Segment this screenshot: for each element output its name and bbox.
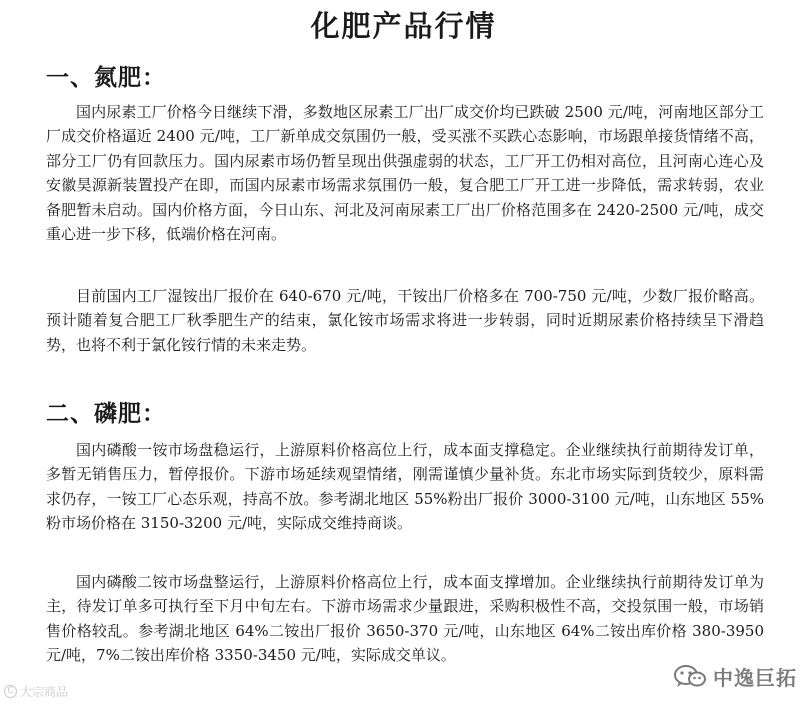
nitrogen-paragraph-urea: 国内尿素工厂价格今日继续下滑，多数地区尿素工厂出厂成交价均已跌破 2500 元/吨，河南地区部分工厂成交价格逼近 2400 元/吨，工厂新单成交氛围仍一般，受买涨不买跌心态影响，市场跟单接货情绪不高，部分工厂仍有回款压力。国内尿素市场仍暂呈现出供强虚弱的状态，工厂开工仍相对高位，且河南心连心及安徽昊源新装置投产在即，而国内尿素市场需求氛围仍一般，复合肥工厂开工进一步降低，需求转弱，农业备肥暂未启动。国内价格方面，今日山东、河北及河南尿素工厂出厂价格范围多在 2420-2500 元/吨，成交重心进一步下移，低端价格在河南。 — [46, 103, 764, 244]
copyright-icon: C — [4, 685, 17, 698]
watermark-left — [4, 683, 68, 700]
watermark-left-text: 大宗商品 — [20, 685, 69, 699]
phosphate-paragraph-dap: 国内磷酸二铵市场盘整运行，上游原料价格高位上行，成本面支撑增加。企业继续执行前期待发订单为主，待发订单多可执行至下月中旬左右。下游市场需求少量跟进，采购积极性不高，交投氛围一般，市场销售价格较乱。参考湖北地区 64%二铵出厂报价 3650-370 元/吨，山东地区 64%二铵出库价格 380-3950 元/吨，7%二铵出库价格 3350-3450 元/吨，实际成交单议。 — [46, 573, 764, 665]
nitrogen-paragraph-ammonium-chloride: 目前国内工厂湿铵出厂报价在 640-670 元/吨，干铵出厂价格多在 700-750 元/吨，少数厂报价略高。预计随着复合肥工厂秋季肥生产的结束，氯化铵市场需求将进一步转弱，同时近期尿素价格持续呈下滑趋势，也将不利于氯化铵行情的未来走势。 — [46, 287, 764, 354]
watermark-right — [673, 662, 797, 691]
section-heading-nitrogen: 一、氮肥： — [46, 64, 166, 91]
page-title: 化肥产品行情 — [310, 9, 497, 43]
section-heading-phosphate: 二、磷肥： — [46, 400, 166, 427]
phosphate-paragraph-map: 国内磷酸一铵市场盘稳运行，上游原料价格高位上行，成本面支撑稳定。企业继续执行前期待发订单，多暂无销售压力，暂停报价。下游市场延续观望情绪，刚需谨慎少量补货。东北市场实际到货较少，原料需求仍存，一铵工厂心态乐观，持高不放。参考湖北地区 55%粉出厂报价 3000-3100 元/吨，山东地区 55%粉市场价格在 3150-3200 元/吨，实际成交维持商谈。 — [46, 441, 764, 533]
wechat-icon — [673, 664, 707, 690]
watermark-right-text: 中逸巨拓 — [713, 666, 797, 690]
